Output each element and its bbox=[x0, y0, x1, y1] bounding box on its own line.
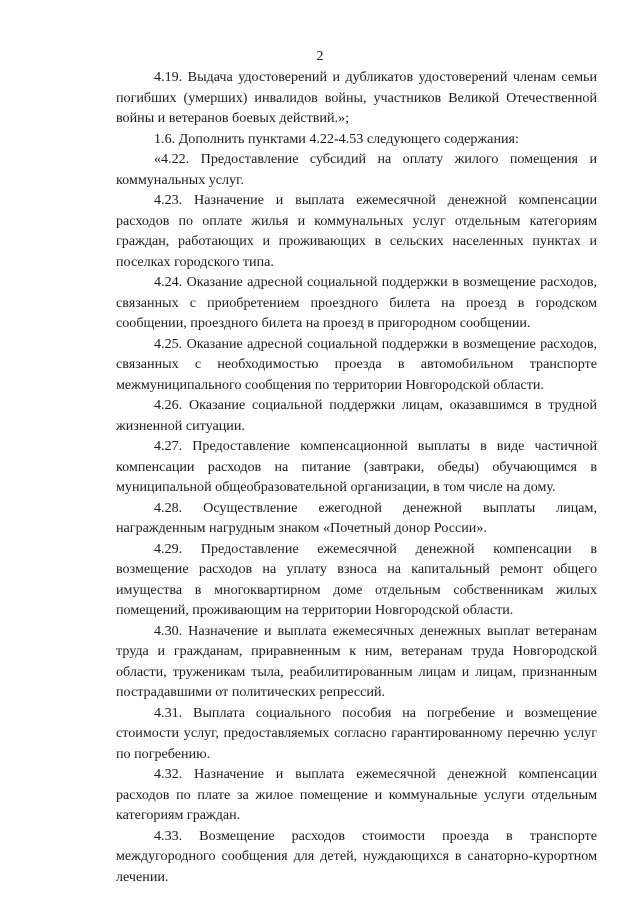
paragraph-4-22: «4.22. Предоставление субсидий на оплату жилого помещения и коммунальных услуг. bbox=[116, 151, 597, 188]
paragraph-4-23: 4.23. Назначение и выплата ежемесячной денежной компенсации расходов по оплате жилья и коммунальных услуг отдельным категориям граждан, работающих и проживающих в сельских населенных пунктах и поселках городского типа. bbox=[116, 192, 597, 270]
paragraph-4-33: 4.33. Возмещение расходов стоимости проезда в транспорте междугородного сообщения для детей, нуждающихся в санаторно-курортном лечении. bbox=[116, 827, 597, 885]
paragraph-1-6: 1.6. Дополнить пунктами 4.22-4.53 следующего содержания: bbox=[154, 130, 519, 147]
paragraph-4-25: 4.25. Оказание адресной социальной поддержки в возмещение расходов, связанных с необходимостью проезда в автомобильном транспорте межмуниципального сообщения по территории Новгородской области. bbox=[116, 335, 597, 393]
paragraph-4-19: 4.19. Выдача удостоверений и дубликатов удостоверений членам семьи погибших (умерших) инвалидов войны, участников Великой Отечественной войны и ветеранов боевых действий.»; bbox=[116, 69, 597, 126]
paragraph-4-31: 4.31. Выплата социального пособия на погребение и возмещение стоимости услуг, предоставляемых согласно гарантированному перечню услуг по погребению. bbox=[116, 704, 597, 762]
document-body bbox=[116, 67, 597, 887]
page-number: 2 bbox=[316, 49, 324, 64]
paragraph-4-24: 4.24. Оказание адресной социальной поддержки в возмещение расходов, связанных с приобретением проездного билета на проезд в городском сообщении, проездного билета на проезд в пригородном сообщении. bbox=[116, 274, 597, 331]
paragraph-4-30: 4.30. Назначение и выплата ежемесячных денежных выплат ветеранам труда и гражданам, приравненным к ним, ветеранам труда Новгородской области, труженикам тыла, реабилитированным лицам и лицам, признанным пострадавшими от политических репрессий. bbox=[116, 622, 597, 700]
paragraph-4-27: 4.27. Предоставление компенсационной выплаты в виде частичной компенсации расходов на питание (завтраки, обеды) обучающимся в муниципальной общеобразовательной организации, в том числе на дому. bbox=[116, 438, 597, 495]
paragraph-4-29: 4.29. Предоставление ежемесячной денежной компенсации в возмещение расходов на уплату взноса на капитальный ремонт общего имущества в многоквартирном доме отдельным собственникам жилых помещений, проживающим на территории Новгородской области. bbox=[116, 540, 597, 618]
paragraph-4-32: 4.32. Назначение и выплата ежемесячной денежной компенсации расходов по плате за жилое помещение и коммунальные услуги отдельным категориям граждан. bbox=[116, 766, 597, 823]
paragraph-4-28: 4.28. Осуществление ежегодной денежной выплаты лицам, награжденным нагрудным знаком «Почетный донор России». bbox=[116, 499, 597, 536]
paragraph-4-26: 4.26. Оказание социальной поддержки лицам, оказавшимся в трудной жизненной ситуации. bbox=[116, 397, 597, 434]
